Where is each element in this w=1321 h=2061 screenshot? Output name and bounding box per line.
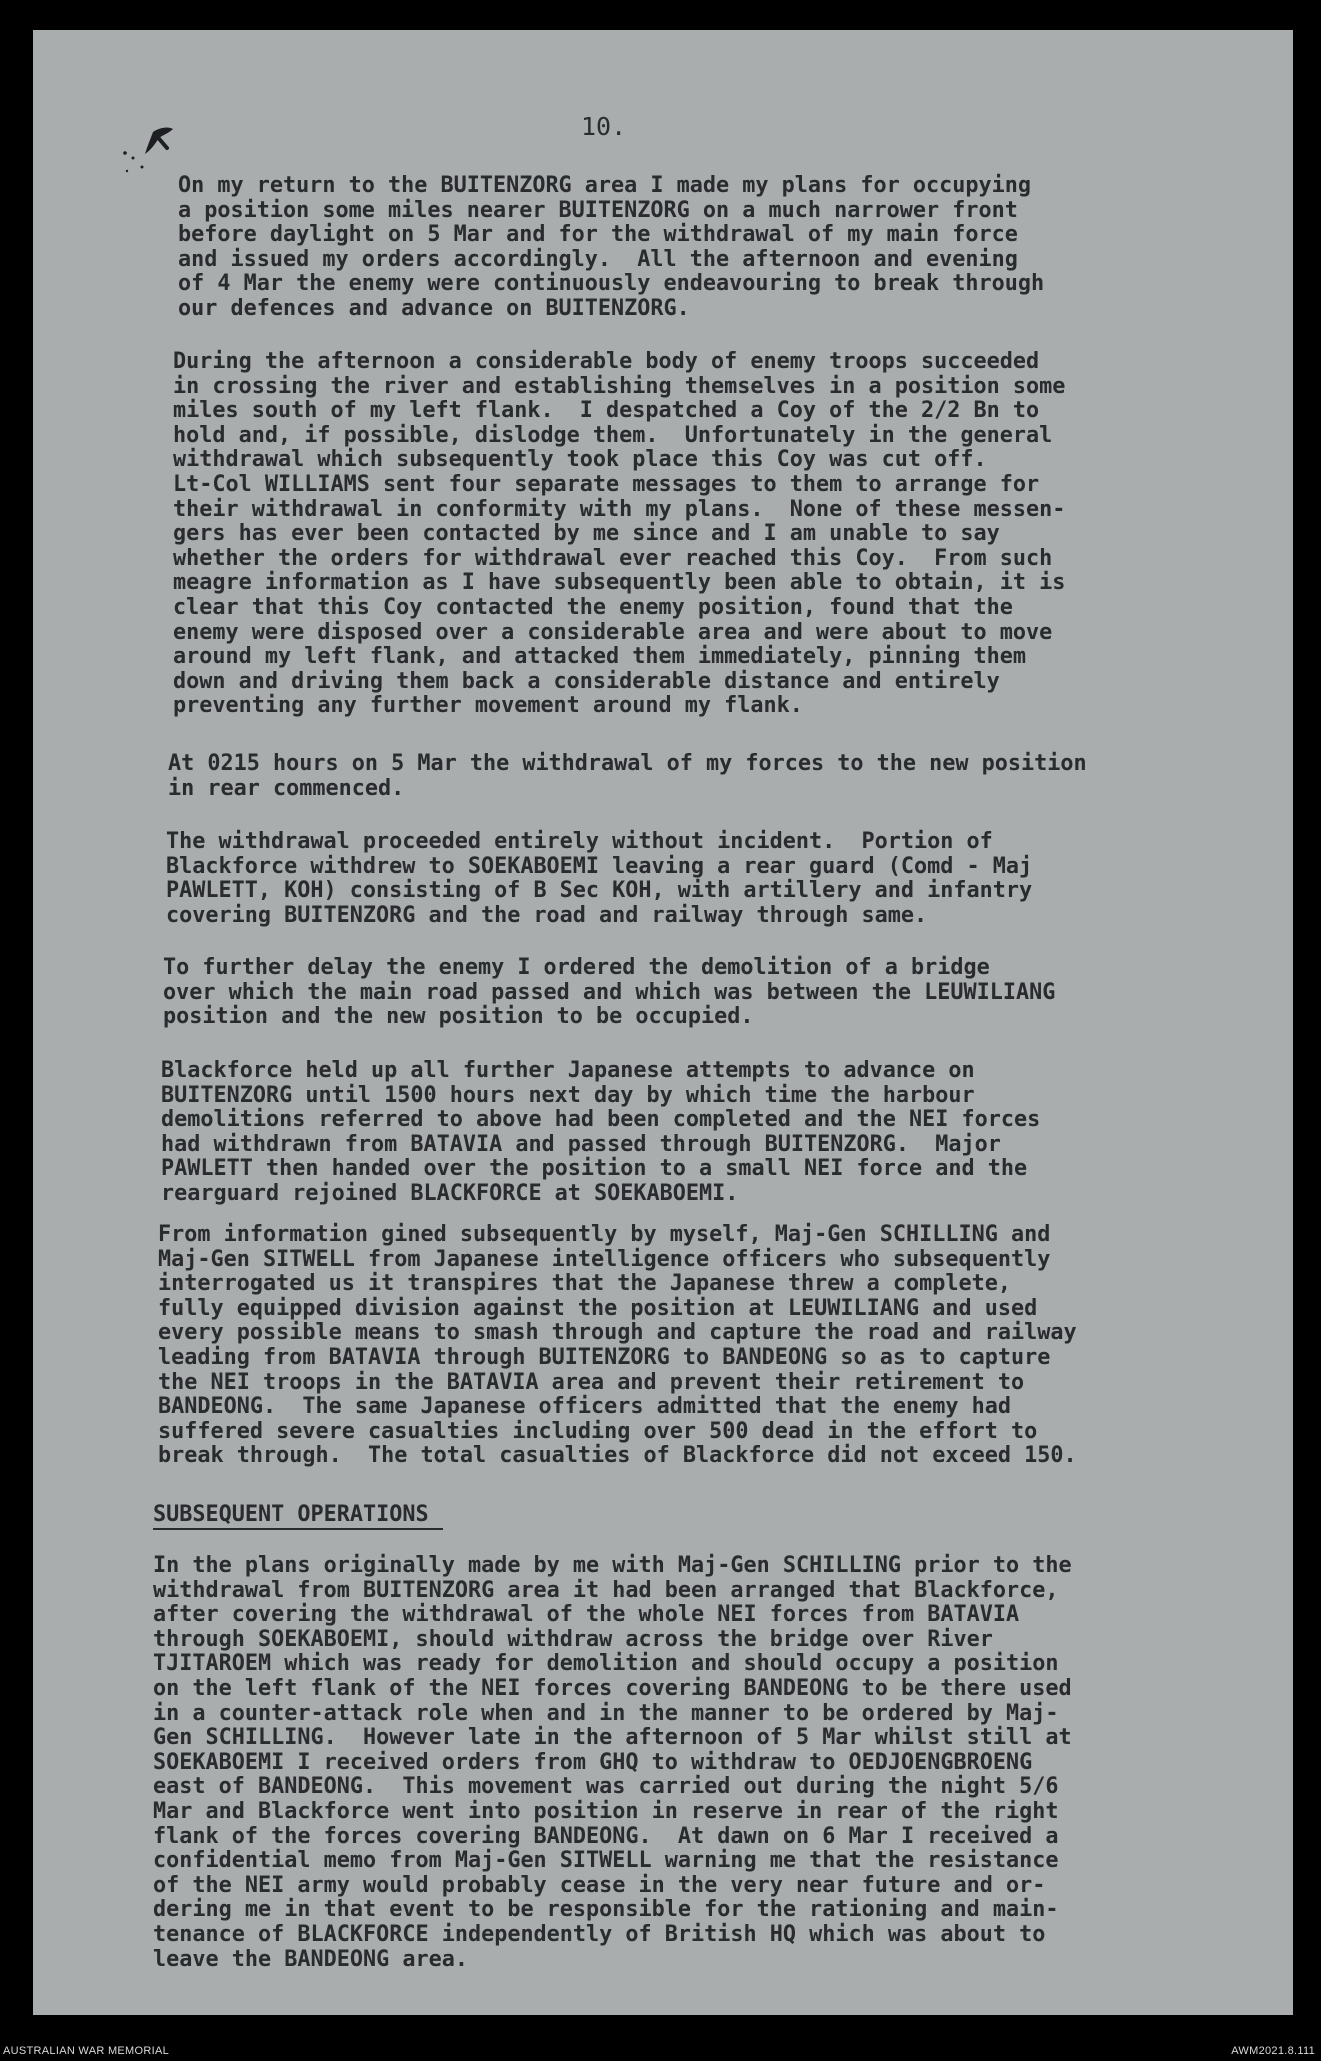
paragraph-subsequent-operations: In the plans originally made by me with Maj-Gen SCHILLING prior to the withdrawal from BUITENZORG area it had been arranged that Blackforce, after covering the withdrawal of the whole NEI forces from BATAVIA through SOEKABOEMI, should withdraw across the bridge over River TJITAROEM which was ready for demolition and should occupy a position on the left flank of the NEI forces covering BANDEONG to be there used in a counter-attack role when and in the manner to be ordered by Maj- Gen SCHILLING. However late in the afternoon of 5 Mar whilst still at SOEKABOEMI I received orders from GHQ to withdraw to OEDJOENGBROENG east of BANDEONG. This movement was carried out during the night 5/6 Mar and Blackforce went into position in reserve in rear of the right flank of the forces covering BANDEONG. At dawn on 6 Mar I received a confidential memo from Maj-Gen SITWELL warning me that the resistance of the NEI army would probably cease in the very near future and or- dering me in that event to be responsible for the rationing and main- tenance of BLACKFORCE independently of British HQ which was about to leave the BANDEONG area. xyxy=(153,1553,1072,1972)
ink-blot-mark xyxy=(115,98,185,178)
paragraph-return-to-buitenzorg: On my return to the BUITENZORG area I made my plans for occupying a position some miles nearer BUITENZORG on a much narrower front before daylight on 5 Mar and for the withdrawal of my main force and issued my orders accordingly. All the afternoon and evening of 4 Mar the enemy were continuously endeavouring to break through our defences and advance on BUITENZORG. xyxy=(178,173,1045,321)
paragraph-blackforce-held-up: Blackforce held up all further Japanese attempts to advance on BUITENZORG until 1500 hours next day by which time the harbour demolitions referred to above had been completed and the NEI forces had withdrawn from BATAVIA and passed through BUITENZORG. Major PAWLETT then handed over the position to a small NEI force and the rearguard rejoined BLACKFORCE at SOEKABOEMI. xyxy=(161,1058,1041,1206)
paragraph-withdrawal-proceeded: The withdrawal proceeded entirely without incident. Portion of Blackforce withdrew to SOEKABOEMI leaving a rear guard (Comd - Maj PAWLETT, KOH) consisting of B Sec KOH, with artillery and infantry covering BUITENZORG and the road and railway through same. xyxy=(166,829,1033,928)
footer-accession-number: AWM2021.8.111 xyxy=(1231,2045,1315,2057)
paragraph-bridge-demolition: To further delay the enemy I ordered the demolition of a bridge over which the main road passed and which was between the LEUWILIANG position and the new position to be occupied. xyxy=(163,955,1056,1030)
page-number: 10. xyxy=(581,112,627,141)
paragraph-withdrawal-commenced: At 0215 hours on 5 Mar the withdrawal of my forces to the new position in rear commenced. xyxy=(168,751,1087,801)
paragraph-enemy-crossing-river: During the afternoon a considerable body of enemy troops succeeded in crossing the river and establishing themselves in a position some miles south of my left flank. I despatched a Coy of the 2/2 Bn to hold and, if possible, dislodge them. Unfortunately in the general withdrawal which subsequently took place this Coy was cut off. Lt-Col WILLIAMS sent four separate messages to them to arrange for their withdrawal in conformity with my plans. None of these messen- gers has ever been contacted by me since and I am unable to say whether the orders for withdrawal ever reached this Coy. From such meagre information as I have subsequently been able to obtain, it is clear that this Coy contacted the enemy position, found that the enemy were disposed over a considerable area and were about to move around my left flank, and attacked them immediately, pinning them down and driving them back a considerable distance and entirely preventing any further movement around my flank. xyxy=(173,349,1066,719)
footer-credit: AUSTRALIAN WAR MEMORIAL xyxy=(3,2045,170,2057)
paragraph-information-gained: From information gined subsequently by myself, Maj-Gen SCHILLING and Maj-Gen SITWELL from Japanese intelligence officers who subsequently interrogated us it transpires that the Japanese threw a complete, fully equipped division against the position at LEUWILIANG and used every possible means to smash through and capture the road and railway leading from BATAVIA through BUITENZORG to BANDEONG so as to capture the NEI troops in the BATAVIA area and prevent their retirement to BANDEONG. The same Japanese officers admitted that the enemy had suffered severe casualties including over 500 dead in the effort to break through. The total casualties of Blackforce did not exceed 150. xyxy=(158,1222,1077,1469)
section-heading-subsequent-operations: SUBSEQUENT OPERATIONS xyxy=(153,1503,443,1530)
document-page xyxy=(33,30,1293,2015)
